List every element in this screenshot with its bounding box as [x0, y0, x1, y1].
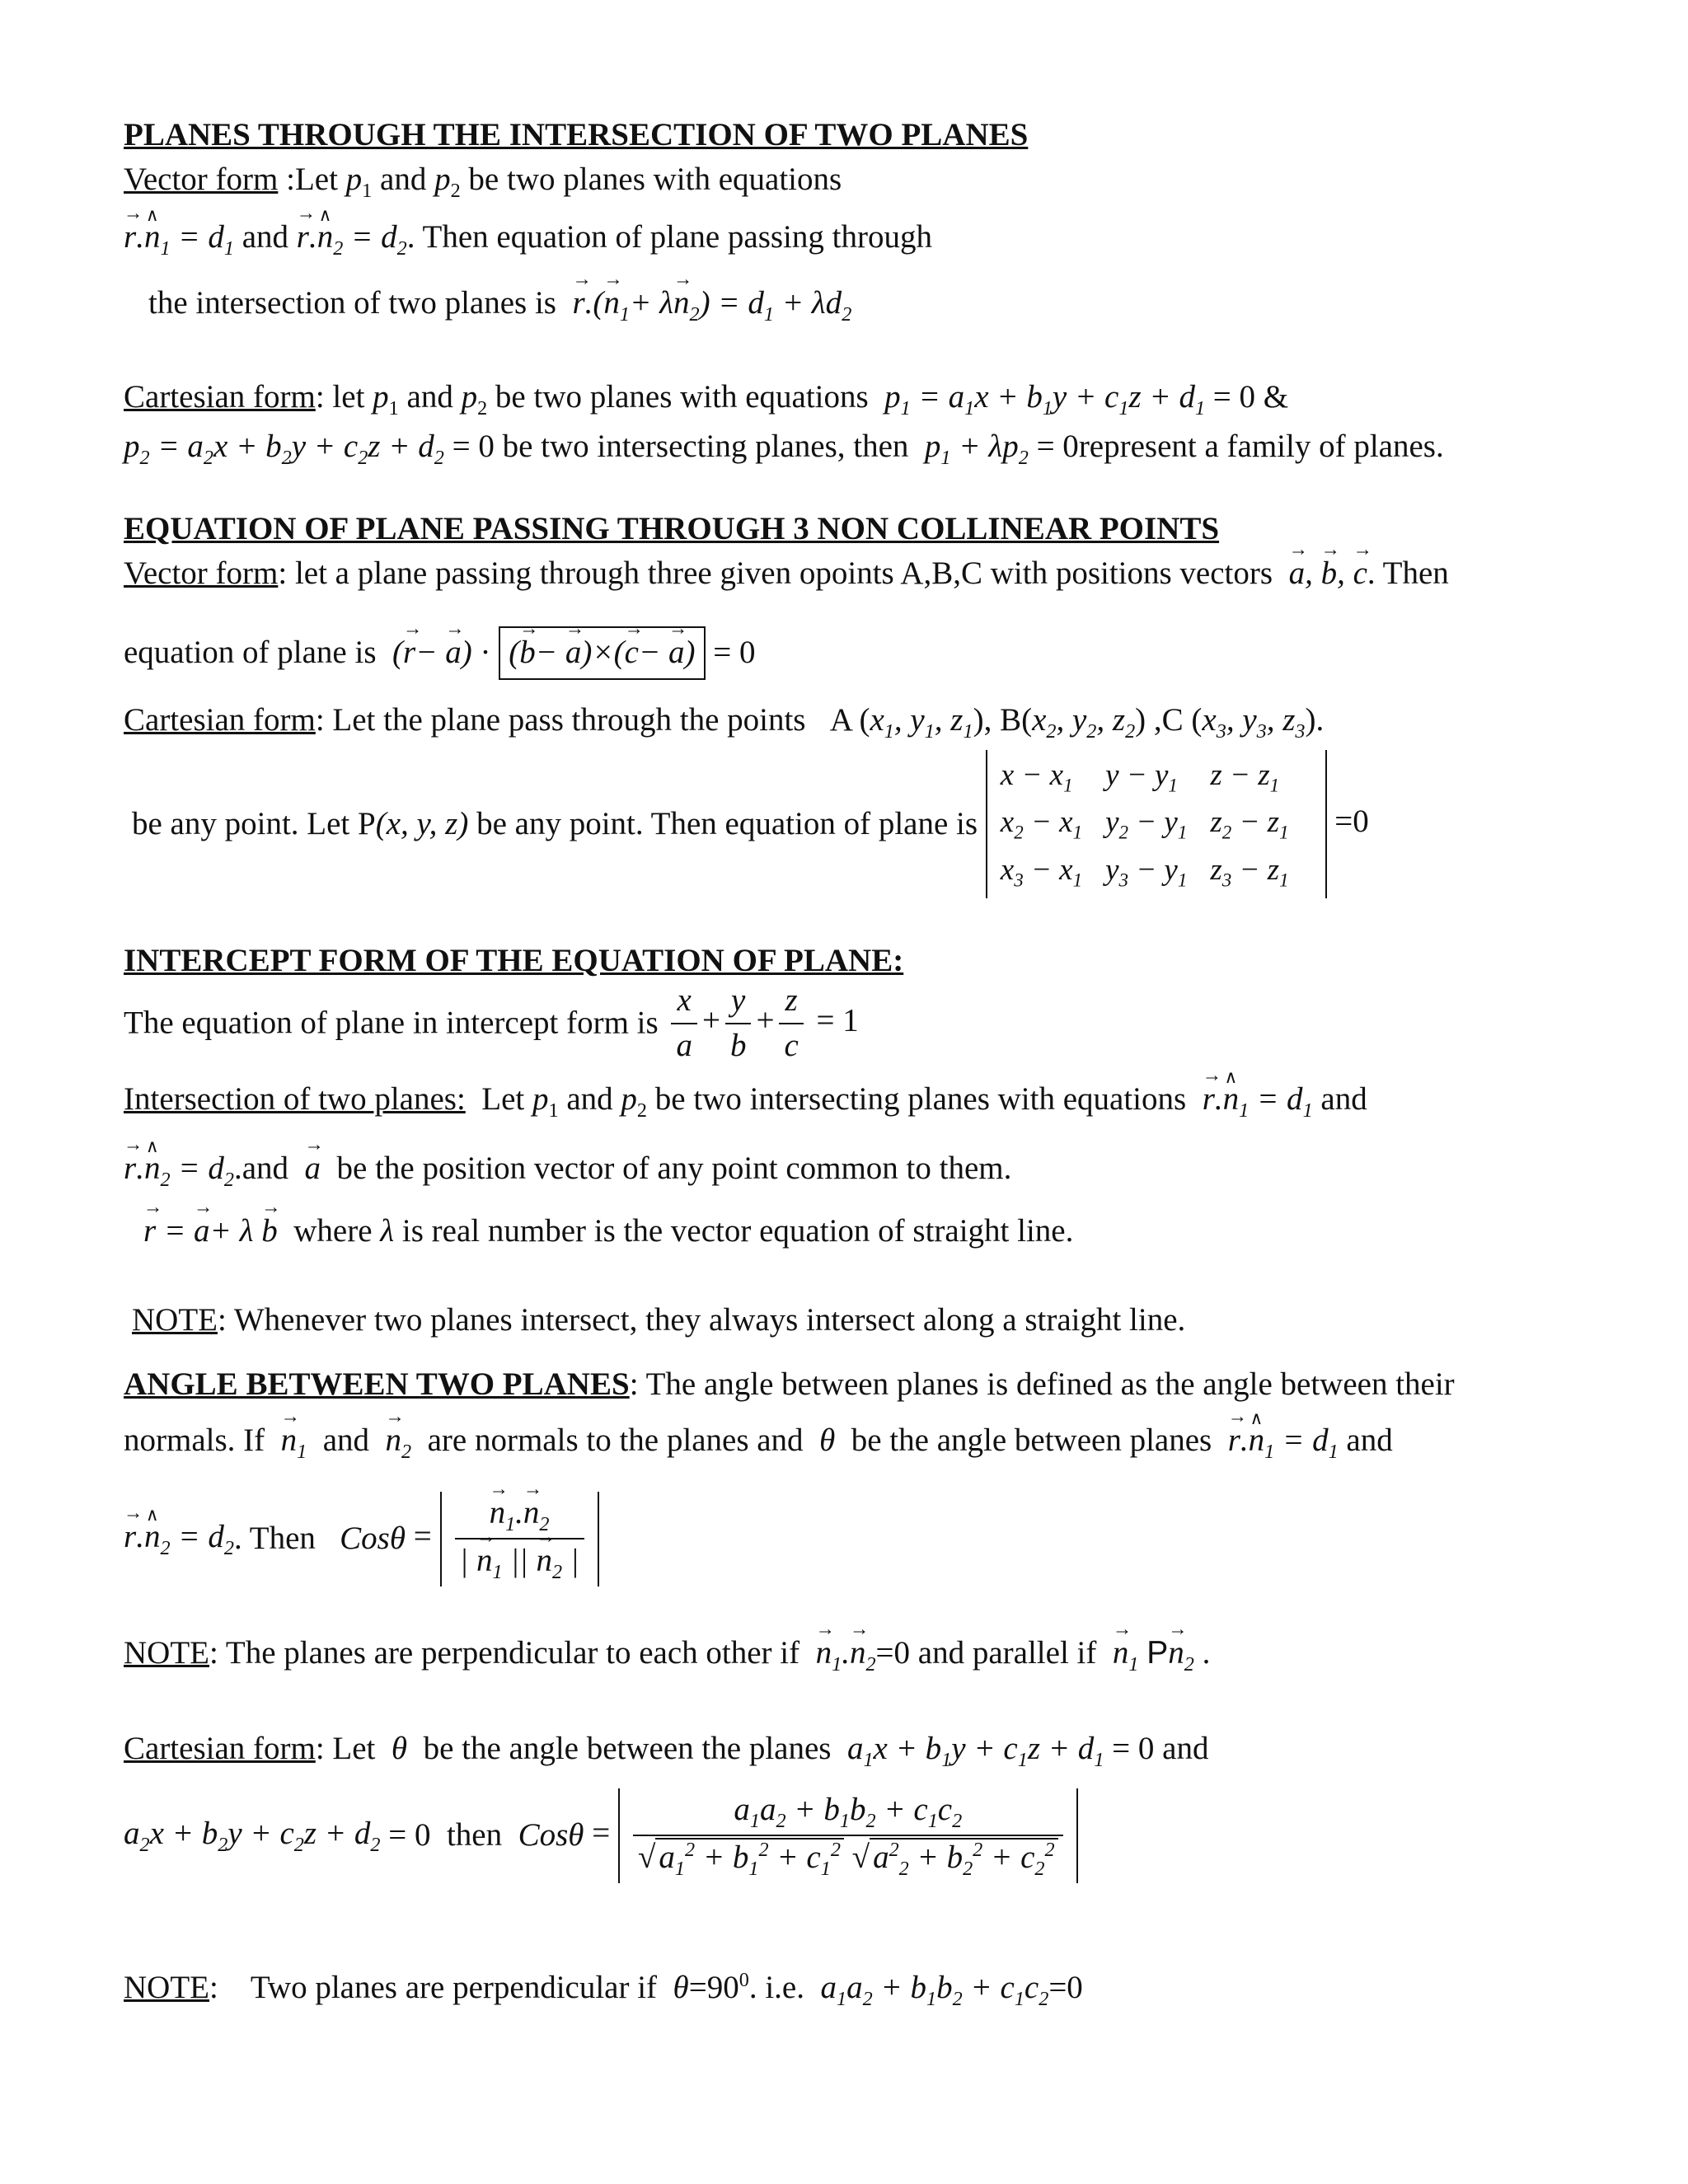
text: equation of plane is [124, 635, 377, 670]
text: : Let [315, 1731, 376, 1766]
text: be any point. Let P [132, 805, 376, 841]
angle-note-line: NOTE: The planes are perpendicular to each other if → $n_1.\to n_2=0$ and parallel if → $n_1$ $P\to n_2$ . [124, 1632, 1210, 1678]
s2-cartesian-line-2: be any point. Let P(x, y, z) be any point. Then equation of plane is $x - x_1$ $y - y_1$ $z - z_1$ $x_2 - x_1$ $y_2 - y_1$ $z_2 - z_1$ $x_3 - x_1$ $y_3 - y_1$ $z_3 - z_1$ =0 [124, 750, 1369, 898]
heading-three-points: EQUATION OF PLANE PASSING THROUGH 3 NON COLLINEAR POINTS [124, 511, 1220, 546]
note-line [132, 1299, 1185, 1343]
text: be two intersecting planes, then [502, 429, 909, 464]
vector-form-label: Vector form [124, 162, 279, 197]
text: be the position vector of any point common to them. [336, 1151, 1012, 1186]
angle-line-2: normals. $If \to n_1$ and → $n_2$ are normals to the planes and θ be the angle between planes → r.∧ $n_1 = d_1$ and [124, 1419, 1393, 1465]
and-text: and [1320, 1081, 1367, 1117]
angle-line-3: → r.∧ $n_2 = d_2$. Then Cosθ = → $\frac{n_1.\to n_2}{| \to n_1 || \to n_2 |}$ [124, 1492, 599, 1586]
angle-cartesian-line-1: Cartesian form: Let θ be the angle between the planes $a_1x + b_1y + c_1z + d_1 = 0$ and [124, 1731, 1209, 1771]
text: : The angle between planes is defined as the angle between their [629, 1366, 1455, 1402]
text: The equation of plane in intercept form is [124, 1005, 659, 1041]
heading-planes-intersection: PLANES THROUGH THE INTERSECTION OF TWO PLANES [124, 117, 1029, 152]
cartesian-form-label: Cartesian form [124, 379, 316, 415]
s2-vector-line-2: equation of plane is (→ r− → a) · (→ b− → a)×(→ c− → a) = 0 [124, 626, 756, 680]
heading-intercept-form: INTERCEPT FORM OF THE EQUATION OF PLANE: [124, 943, 904, 978]
text: . Then [233, 1521, 316, 1557]
text: represent a family of planes. [1078, 429, 1444, 464]
determinant: $x - x_1$ $y - y_1$ $z - z_1$ $x_2 - x_1$ $y_2 - y_1$ $z_2 - z_1$ $x_3 - x_1$ $y_3 - y_1$ $z_3 - z_1$ [986, 750, 1327, 898]
text: where [293, 1213, 373, 1249]
angle-line-1 [124, 1363, 1455, 1407]
intersection-line-3: → r = → a+ λ → b where λ is real number is the vector equation of straight line. [143, 1210, 1073, 1254]
text: =0 [1334, 803, 1369, 839]
note-label: NOTE [124, 1970, 209, 2005]
text: . Then equation of plane passing through [406, 219, 932, 255]
vector-form-label: Vector form [124, 555, 279, 591]
text: be the angle between the planes [423, 1731, 832, 1766]
and-text: and [406, 379, 453, 415]
text: : Whenever two planes intersect, they always intersect along a straight line. [217, 1302, 1186, 1338]
and-text: and [1346, 1422, 1393, 1458]
text: are normals to the planes and [427, 1422, 804, 1458]
and-text: and [566, 1081, 613, 1117]
text: : let [315, 379, 365, 415]
text: : Let the plane pass through the points [315, 702, 806, 738]
s2-cartesian-line-1: Cartesian form: Let the plane pass through the points A ($x_1$, $y_1$, $z_1$), $B(x_2$, $y_2$, $z_2$) ,C ($x_3$, $y_3$, $z_3$). [124, 702, 1325, 743]
text: : let a plane passing through three given opoints A,B,C with positions vectors [278, 555, 1273, 591]
perpendicular-note-line: NOTE: Two planes are perpendicular if $\theta=90^0$. i.e. $a_1a_2 + b_1b_2 + c_1c_2=0$ [124, 1969, 1083, 2010]
intercept-line: The equation of plane in intercept form is $\frac{x}{a}$ + $\frac{y}{b}$ + $\frac{z}{c}$ = 1 [124, 979, 859, 1067]
text: be two planes with equations [495, 379, 869, 415]
intersection-label: Intersection of two planes: [124, 1081, 466, 1117]
and-text: and [380, 162, 427, 197]
s2-vector-line-1: Vector form: let a plane passing through three given opoints A,B,C with positions vectors → a, → b, → c. Then [124, 552, 1449, 596]
angle-cartesian-line-2: $a_2x + b_2y + c_2z + d_2 = 0$ then Cosθ = $\frac{a_1a_2 + b_1b_2 + c_1c_2}{√ a_1^2 + b_1^2 + c_1^2 √ a^2_2 + b_2^2 + c_2^2}$ [124, 1788, 1078, 1883]
text: . Then [1367, 555, 1449, 591]
text: then [446, 1817, 503, 1854]
note-label: NOTE [132, 1302, 218, 1338]
text: =0 and parallel if [875, 1635, 1097, 1671]
text: be two intersecting planes with equations [654, 1081, 1187, 1117]
text: be any point. Then equation of plane is [476, 805, 978, 841]
text: Two planes are perpendicular if [250, 1970, 658, 2005]
cartesian-form-line-1: Cartesian form: let $p_1$ and $p_2$ be two planes with equations $p_1 = a_1x + b_1y + c_1z + d_1 = 0$ & [124, 379, 1289, 419]
text: . i.e. [748, 1970, 804, 2005]
text: is real number is the vector equation of straight line. [401, 1213, 1074, 1249]
note-label: NOTE [124, 1635, 209, 1671]
text: Let [481, 1081, 525, 1117]
cartesian-form-line-2: $p_2 = a_2x + b_2y + c_2z + d_2 = 0$ be two intersecting planes, then $p_1 + \lambda p_2$ = 0represent a family of planes. [124, 429, 1444, 469]
vector-form-line-1: Vector form :Let $p_1$ and $p_2$ be two planes with equations [124, 162, 842, 202]
cartesian-form-label: Cartesian form [124, 702, 316, 738]
heading-angle-between-planes: ANGLE BETWEEN TWO PLANES [124, 1366, 630, 1402]
text: : The planes are perpendicular to each other if [209, 1635, 800, 1671]
vector-form-line-3: the intersection of two planes is → $r.(\to n_1+ \lambda\to n_2) = d_1 + \lambda d_2$ [148, 282, 851, 328]
cartesian-form-label: Cartesian form [124, 1731, 316, 1766]
text: be two planes with equations [468, 162, 842, 197]
text: :Let [286, 162, 338, 197]
and-text: and [322, 1422, 370, 1458]
intersection-line-1: Intersection of two planes: Let $p_1$ and $p_2$ be two intersecting planes with equations → r.∧ $n_1 = d_1$ and [124, 1078, 1367, 1124]
text: be the angle between planes [851, 1422, 1212, 1458]
intersection-line-2: → r.∧ $n_2 = d_2.and \to a$ be the position vector of any point common to them. [124, 1147, 1011, 1193]
text: the intersection of two planes is [148, 285, 556, 321]
vector-form-line-2: → r.∧ $n_1 = d_1$ and → r.∧ $n_2 = d_2$. Then equation of plane passing through [124, 216, 932, 262]
and-text: and [1162, 1731, 1209, 1766]
and-text: and [241, 219, 289, 255]
text: normals. If [124, 1422, 265, 1458]
text: .and [233, 1151, 289, 1186]
